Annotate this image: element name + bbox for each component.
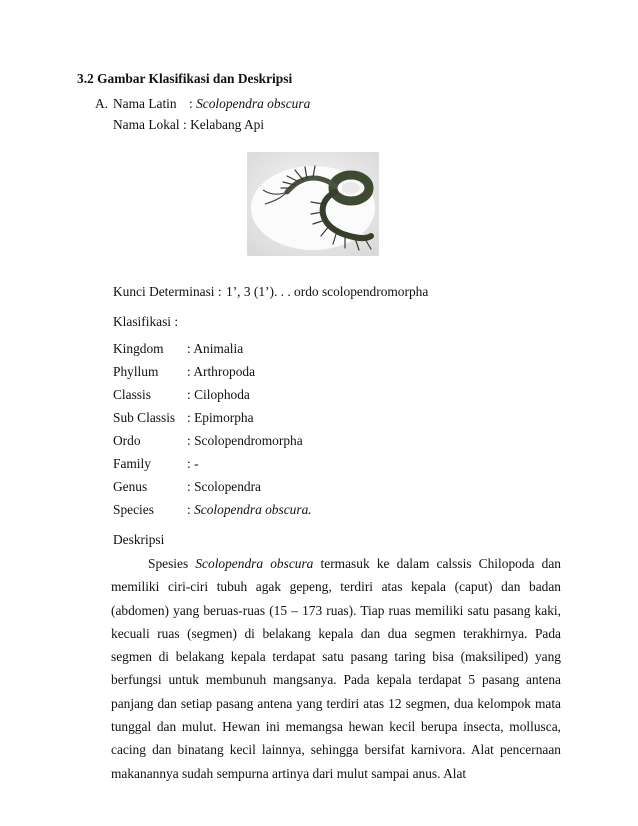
rank-species: Species (113, 502, 154, 517)
latin-name-italic: Scolopendra obscura (196, 96, 311, 111)
value-sub-classis: : Epimorpha (187, 410, 254, 425)
centipede-photo (247, 152, 379, 256)
value-ordo: : Scolopendromorpha (187, 433, 303, 448)
value-kingdom: : Animalia (187, 341, 244, 356)
description-label: Deskripsi (113, 532, 165, 547)
latin-name-value (189, 96, 310, 112)
species-italic: Scolopendra obscura. (194, 502, 312, 517)
description-body (111, 552, 561, 785)
value-family: : - (187, 456, 199, 471)
local-name-value: : Kelabang Api (183, 117, 265, 132)
description-post: termasuk ke dalam calssis Chilopoda dan memiliki ciri-ciri tubuh agak gepeng, terdiri atas kepala (caput) dan badan (abdomen) yang beruas-ruas (15 – 173 ruas). Tiap ruas memiliki satu pasang kaki, kecuali ruas (segmen) di belakang kepala dan dua segmen terakhirnya. Pada segmen di belakang kepala terdapat satu pasang taring bisa (maksiliped) yang berfungsi untuk membunuh mangsanya. Pada kepala terdapat 5 pasang antena panjang dan setiap pasang antena yang terdiri atas 12 segmen, dua kelompok mata tunggal dan mulut. Hewan ini memangsa hewan kecil berupa insecta, mollusca, cacing dan binatang kecil lainnya, sehingga bersifat karnivora. Alat pencernaan makanannya sudah sempurna artinya dari mulut sampai anus. Alat (111, 556, 561, 781)
rank-sub-classis: Sub Classis (113, 410, 176, 425)
key-value: 1’, 3 (1’). . . ordo scolopendromorpha (226, 284, 429, 299)
entry-letter: A. (95, 96, 109, 111)
rank-genus: Genus (113, 479, 148, 494)
rank-phyllum: Phyllum (113, 364, 159, 379)
rank-kingdom: Kingdom (113, 341, 164, 356)
latin-name-separator: : (189, 96, 193, 111)
description-pre: Spesies (148, 556, 196, 571)
section-heading: 3.2 Gambar Klasifikasi dan Deskripsi (77, 71, 293, 86)
key-label: Kunci Determinasi : (113, 284, 222, 299)
value-phyllum: : Arthropoda (187, 364, 256, 379)
rank-ordo: Ordo (113, 433, 141, 448)
value-species (187, 502, 312, 518)
classification-label: Klasifikasi : (113, 314, 179, 329)
centipede-illustration (247, 152, 379, 256)
value-genus: : Scolopendra (187, 479, 262, 494)
description-paragraph (111, 552, 561, 785)
species-prefix: : (187, 502, 195, 517)
value-classis: : Cilophoda (187, 387, 250, 402)
rank-family: Family (113, 456, 151, 471)
latin-name-label: Nama Latin (113, 96, 177, 111)
rank-classis: Classis (113, 387, 151, 402)
local-name-label: Nama Lokal (113, 117, 180, 132)
description-species-italic: Scolopendra obscura (195, 556, 314, 571)
